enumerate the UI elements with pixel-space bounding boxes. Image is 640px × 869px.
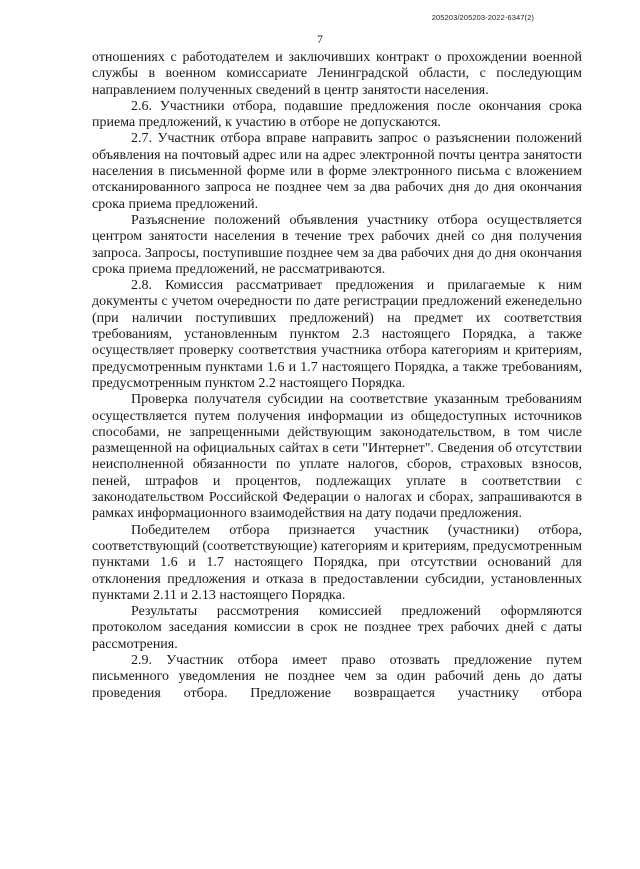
document-id: 205203/205203-2022-6347(2): [431, 13, 534, 22]
paragraph-2-9: 2.9. Участник отбора имеет право отозвать предложение путем письменного уведомления не позднее чем за один рабочий день до даты проведения отбора. Предложение возвращается участнику отбора: [92, 652, 582, 701]
document-body: [92, 50, 582, 702]
paragraph-clarification: Разъяснение положений объявления участнику отбора осуществляется центром занятости населения в течение трех рабочих дней со дня получения запроса. Запросы, поступившие позднее чем за два рабочих дня до дня окончания срока приема предложений, не рассматриваются.: [92, 212, 582, 277]
paragraph-winner: Победителем отбора признается участник (участники) отбора, соответствующий (соответствующие) категориям и критериям, предусмотренным пунктами 1.6 и 1.7 настоящего Порядка, при отсутствии оснований для отклонения предложения и отказа в предоставлении субсидии, установленных пунктами 2.11 и 2.13 настоящего Порядка.: [92, 522, 582, 603]
paragraph-results: Результаты рассмотрения комиссией предложений оформляются протоколом заседания комиссии в срок не позднее трех рабочих дней с даты рассмотрения.: [92, 604, 582, 652]
paragraph-verification: Проверка получателя субсидии на соответствие указанным требованиям осуществляется путем получения информации из общедоступных источников способами, не запрещенными действующим законодательством, в том числе размещенной на официальных сайтах в сети "Интернет". Сведения об отсутствии неисполненной обязанности по уплате налогов, сборов, страховых взносов, пеней, штрафов и процентов, подлежащих уплате в соответствии с законодательством Российской Федерации о налогах и сборах, запрашиваются в рамках информационного взаимодействия на дату подачи предложения.: [92, 392, 582, 522]
paragraph-2-6: 2.6. Участники отбора, подавшие предложения после окончания срока приема предложений, к участию в отборе не допускаются.: [92, 98, 582, 131]
paragraph-continuation: отношениях с работодателем и заключивших контракт о прохождении военной службы в военном комиссариате Ленинградской области, с последующим направлением полученных сведений в центр занятости населения.: [92, 50, 582, 98]
page-number: 7: [317, 34, 323, 46]
paragraph-2-8: 2.8. Комиссия рассматривает предложения и прилагаемые к ним документы с учетом очередности по дате регистрации предложений еженедельно (при наличии поступивших предложений) на предмет их соответствия требованиям, установленным пунктом 2.3 настоящего Порядка, а также осуществляет проверку соответствия участника отбора категориям и критериям, предусмотренным пунктами 1.6 и 1.7 настоящего Порядка, а также требованиям, предусмотренным пунктом 2.2 настоящего Порядка.: [92, 278, 582, 391]
paragraph-2-7: 2.7. Участник отбора вправе направить запрос о разъяснении положений объявления на почтовый адрес или на адрес электронной почты центра занятости населения в письменной форме или в форме электронного письма с вложением отсканированного запроса не позднее чем за два рабочих дня до дня окончания срока приема предложений.: [92, 131, 582, 212]
